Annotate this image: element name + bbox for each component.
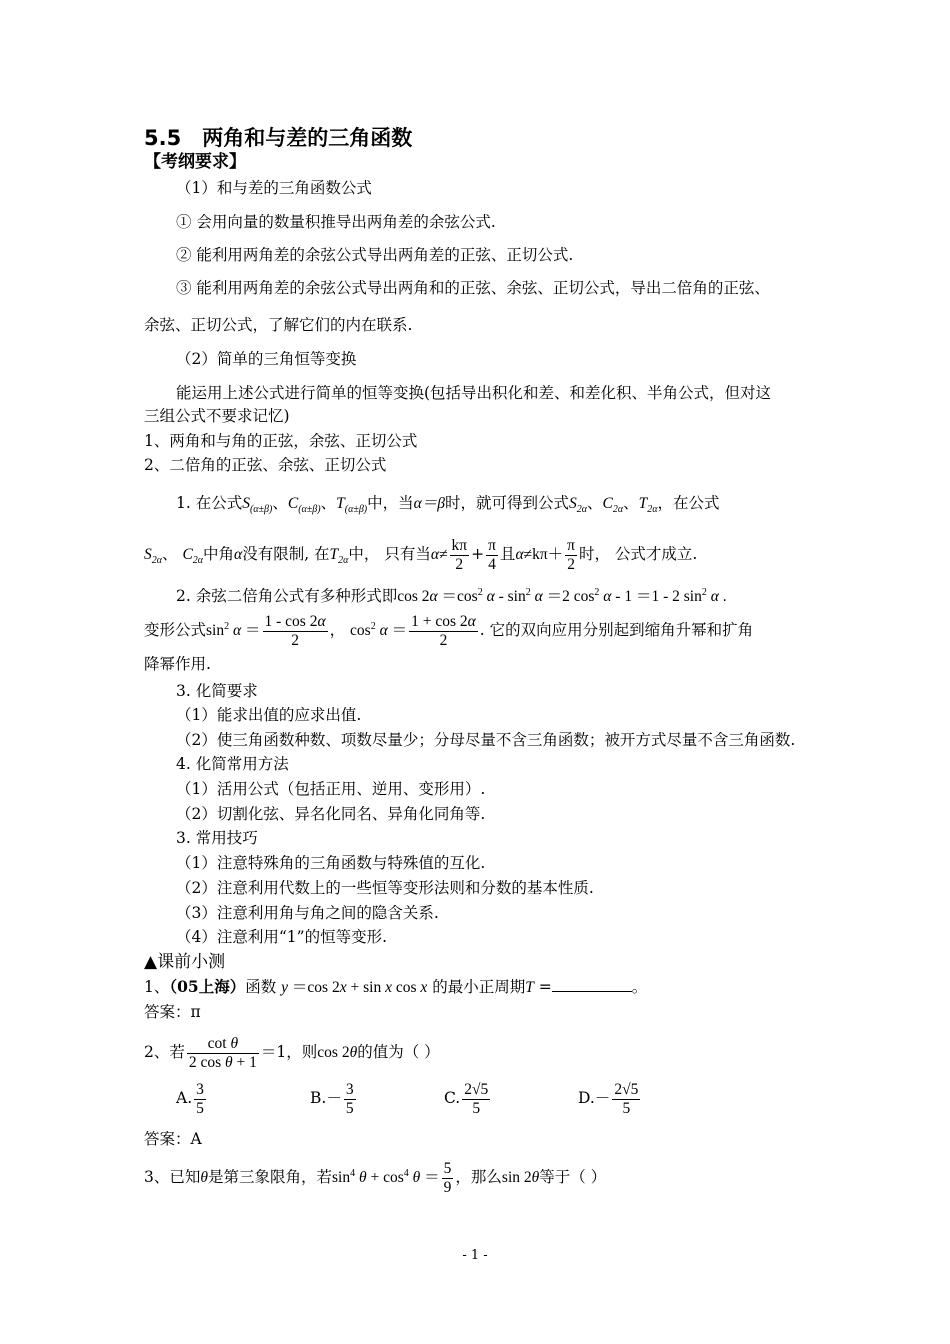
req-p1: （1）和与差的三角函数公式 — [176, 179, 372, 197]
note1-line1: 1. 在公式$S_{(\alpha\pm\beta)}$、$C_{(\alpha\pm\beta)}$、$T_{(\alpha\pm\beta)}$中，当α＝β时，就可得到公式$S_{2\alpha}$、$C_{2\alpha}$、$T_{2\alpha}$，在公式 — [176, 494, 720, 516]
skills-item-3: （3）注意利用角与角之间的隐含关系. — [176, 904, 439, 922]
req-p3b: 三组公式不要求记忆) — [144, 407, 290, 425]
section-heading-requirements: 【考纲要求】 — [144, 152, 246, 172]
fraction-k-pi-over-2: $\frac{k\pi}{2}$ — [451, 536, 468, 573]
q2-option-c: C. $\frac{2√5}{5}$ — [444, 1080, 489, 1117]
skills-item-1: （1）注意特殊角的三角函数与特殊值的互化. — [176, 854, 486, 872]
formula-c-sum: $C_{(\alpha\pm\beta)}$ — [287, 495, 321, 516]
q2-option-a: A. $\frac{3}{5}$ — [176, 1080, 204, 1117]
methods-heading: 4. 化简常用方法 — [176, 755, 289, 773]
question-1: 1、（05上海）函数 y ＝cos 2x + sin x cos x 的最小正周期T = 。 — [144, 977, 648, 996]
simplify-item-2: （2）使三角函数种数、项数尽量少；分母尽量不含三角函数；被开方式尽量不含三角函数. — [176, 731, 796, 749]
fraction-pi-over-4: $\frac{\pi}{4}$ — [488, 536, 496, 573]
fraction-1-minus-cos2a-over-2: $\frac{1 - \cos 2\alpha}{2}$ — [264, 612, 326, 649]
req-item-3b: 余弦、正切公式，了解它们的内在联系. — [144, 316, 413, 334]
note2-line1: 2. 余弦二倍角公式有多种形式即$\cos 2\alpha =\cos^2$ $\alpha - \sin^2 \alpha =2$ $\cos^2 \alpha - 1 =1 - 2$ $\sin^2 \alpha$ . — [176, 587, 727, 606]
knowledge-item-1: 1、两角和与角的正弦，余弦、正切公式 — [144, 432, 418, 450]
fraction-pi-over-2: $\frac{\pi}{2}$ — [567, 536, 575, 573]
q2-option-b: B.－ $\frac{3}{5}$ — [310, 1080, 354, 1117]
methods-item-1: （1）活用公式（包括正用、逆用、变形用）. — [176, 780, 486, 798]
skills-item-4: （4）注意利用“1”的恒等变形. — [176, 928, 387, 946]
pretest-heading: ▲课前小测 — [144, 952, 226, 972]
formula-alpha-eq-beta: α＝β — [413, 495, 446, 512]
formula-s-sum: $S_{(\alpha\pm\beta)}$ — [242, 495, 273, 516]
answer-2: 答案：A — [144, 1130, 202, 1148]
formula-t-sum: $T_{(\alpha\pm\beta)}$ — [336, 495, 368, 516]
answer-blank — [552, 977, 632, 992]
knowledge-item-2: 2、二倍角的正弦、余弦、正切公式 — [144, 456, 387, 474]
fraction-1-plus-cos2a-over-2: $\frac{1 + \cos 2\alpha}{2}$ — [411, 612, 476, 649]
question-2: 2、若 $\frac{\text{cot θ}}{\text{2 cos θ + 1}}$ ＝1，则cos 2θ的值为（ ） — [144, 1034, 440, 1071]
req-item-3a: ③ 能利用两角差的余弦公式导出两角和的正弦、余弦、正切公式，导出二倍角的正弦、 — [176, 279, 770, 297]
skills-item-2: （2）注意利用代数上的一些恒等变形法则和分数的基本性质. — [176, 879, 594, 897]
req-item-1: ① 会用向量的数量积推导出两角差的余弦公式. — [176, 213, 496, 231]
formula-q1: y ＝cos 2x + sin x cos x — [281, 979, 428, 996]
answer-1: 答案：π — [144, 1003, 201, 1021]
req-p2: （2）简单的三角恒等变换 — [176, 350, 357, 368]
req-item-2: ② 能利用两角差的余弦公式导出两角差的正弦、正切公式. — [176, 246, 574, 264]
note1-line2: $S_{2\alpha}$、 $C_{2\alpha}$中角α没有限制, 在$T_{2\alpha}$中， 只有当α≠ $\frac{k\pi}{2}$ + $\frac{\pi}{4}$ 且α≠kπ＋ $\frac{\pi}{2}$ 时， 公式才成立. — [144, 536, 698, 573]
simplify-item-1: （1）能求出值的应求出值. — [176, 706, 362, 724]
question-3: 3、已知θ是第三象限角，若$\sin^4 \theta + \cos^4 \theta$ ＝ $\frac{5}{9}$ ，那么sin 2θ等于（ ） — [144, 1159, 607, 1196]
page-number: - 1 - — [462, 1248, 488, 1263]
note2-line3: 降幂作用. — [144, 655, 211, 673]
q2-option-d: D.－ $\frac{2√5}{5}$ — [578, 1080, 639, 1117]
formula-cos-double: $\cos 2\alpha =\cos^2$ $\alpha - \sin^2 \alpha =2$ $\cos^2 \alpha - 1 =1 - 2$ $\sin^2 \alpha$ . — [397, 587, 727, 606]
simplify-heading: 3. 化简要求 — [176, 682, 258, 700]
page-title: 5.5 两角和与差的三角函数 — [144, 126, 413, 150]
skills-heading: 3. 常用技巧 — [176, 829, 258, 847]
note2-line2: 变形公式$\sin^2 \alpha$ ＝ $\frac{1 - \cos 2\alpha}{2}$ ， $\cos^2 \alpha$ ＝ $\frac{1 + \cos 2\alpha}{2}$ . 它的双向应用分别起到缩角升幂和扩角 — [144, 612, 754, 649]
req-p3a: 能运用上述公式进行简单的恒等变换(包括导出积化和差、和差化积、半角公式，但对这 — [176, 384, 772, 402]
fraction-cot-over-2cos-plus-1: $\frac{\text{cot θ}}{\text{2 cos θ + 1}}$ — [188, 1034, 257, 1071]
methods-item-2: （2）切割化弦、异名化同名、异角化同角等. — [176, 805, 486, 823]
